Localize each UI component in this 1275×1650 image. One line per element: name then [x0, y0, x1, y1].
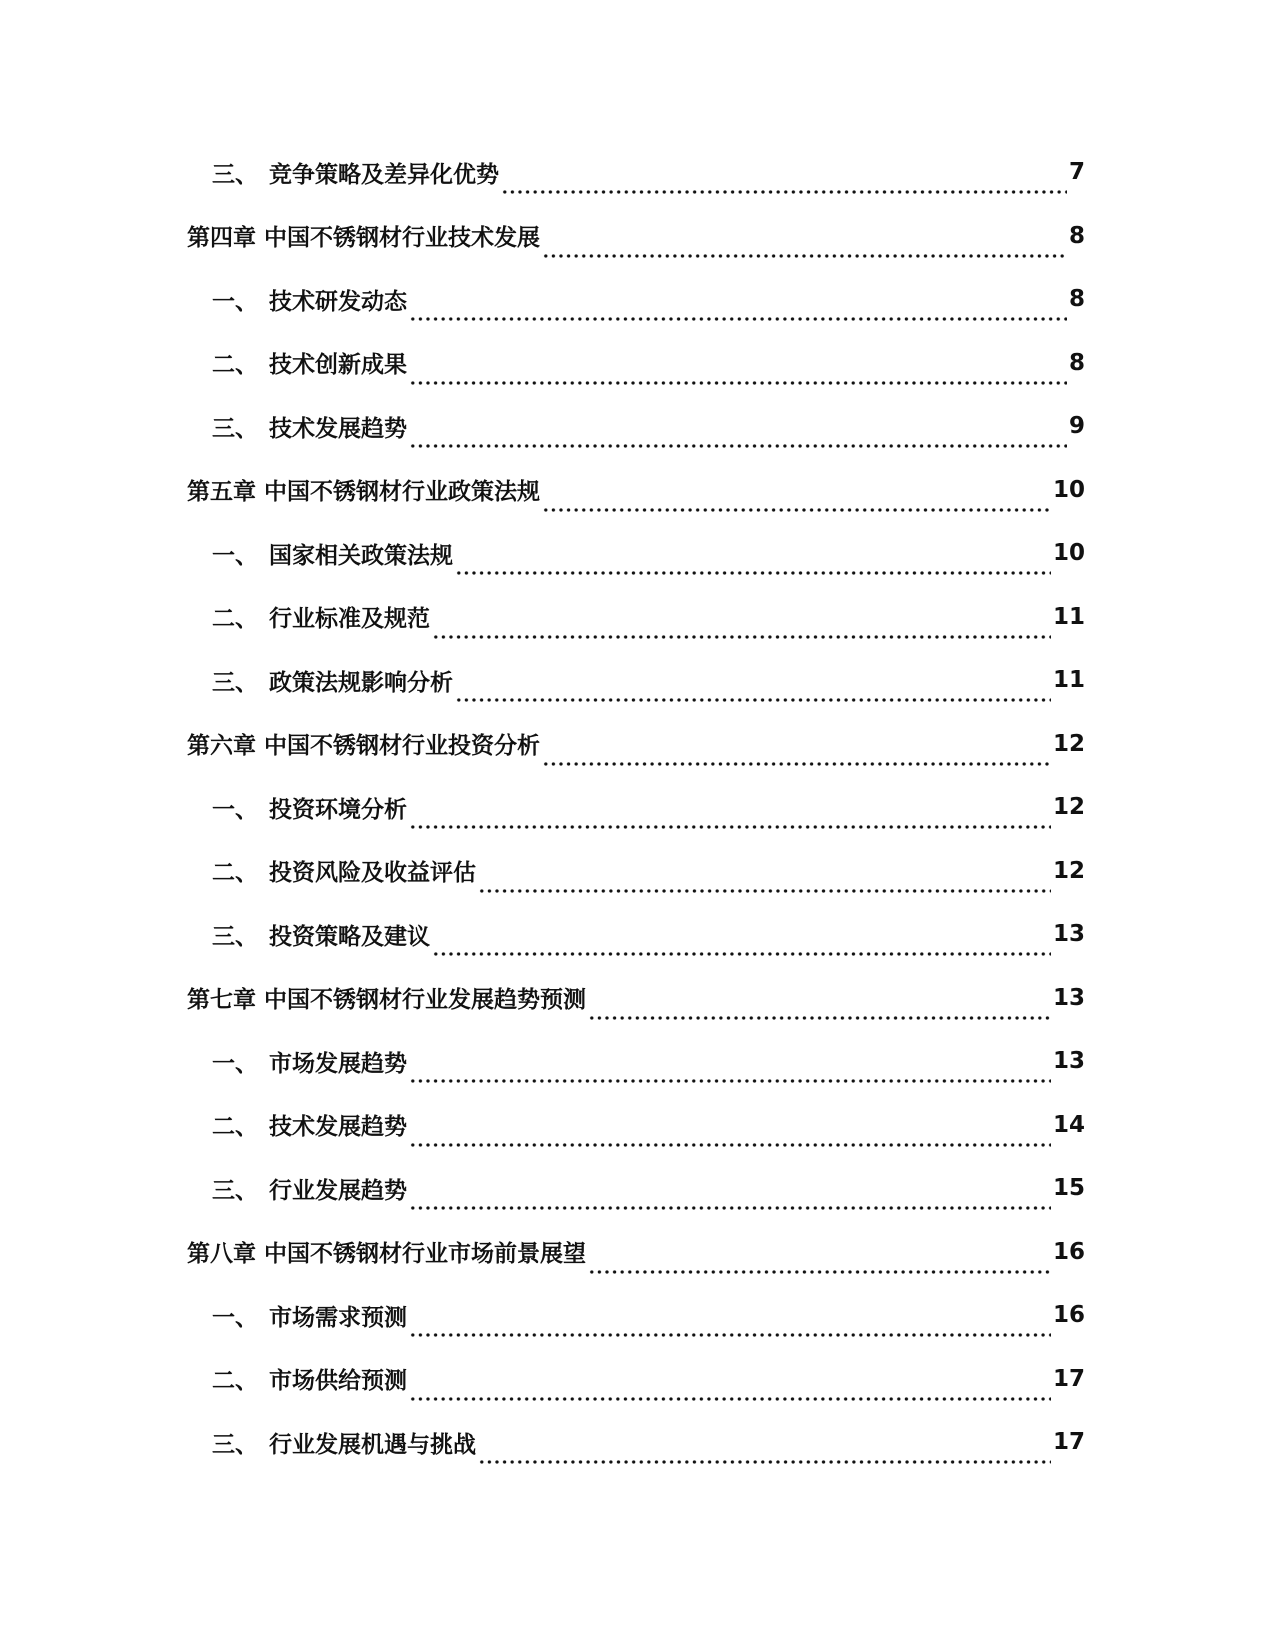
- toc-entry-title: 行业发展机遇与挑战: [269, 1431, 476, 1458]
- dot-leader: [588, 1259, 1051, 1274]
- toc-entry-title: 市场需求预测: [269, 1304, 407, 1331]
- toc-entry-number: 一、: [212, 1050, 258, 1077]
- dot-leader: [501, 179, 1067, 194]
- dot-leader: [432, 624, 1051, 639]
- toc-entry-page: 11: [1052, 603, 1085, 630]
- dot-leader: [409, 1132, 1051, 1147]
- toc-entry-number: 一、: [212, 542, 258, 569]
- toc-entry-title: 技术研发动态: [269, 288, 407, 315]
- toc-entry[interactable]: [212, 912, 1085, 956]
- toc-entry-page: 11: [1052, 667, 1085, 693]
- toc-entry-title: 市场供给预测: [269, 1368, 407, 1394]
- dot-leader: [409, 1195, 1051, 1210]
- toc-entry-number: 三、: [212, 161, 258, 188]
- toc-entry[interactable]: [212, 595, 1085, 639]
- toc-entry[interactable]: [212, 1166, 1085, 1210]
- toc-entry-number: 三、: [212, 923, 258, 950]
- toc-entry-page: 10: [1052, 476, 1085, 503]
- dot-leader: [478, 878, 1051, 893]
- toc-entry-title: 投资策略及建议: [269, 923, 430, 950]
- toc-entry-title: 技术发展趋势: [269, 415, 407, 442]
- toc-entry-page: 17: [1052, 1429, 1085, 1455]
- toc-entry[interactable]: [212, 1357, 1085, 1401]
- toc-entry-number: 二、: [212, 352, 258, 378]
- toc-entry-page: 9: [1068, 413, 1085, 439]
- toc-chapter[interactable]: [187, 214, 1085, 258]
- toc-chapter[interactable]: [187, 468, 1085, 512]
- toc-entry-page: 16: [1052, 1238, 1085, 1265]
- toc-entry-number: 二、: [212, 1368, 258, 1394]
- toc-entry-number: 二、: [212, 1114, 258, 1140]
- toc-entry[interactable]: [212, 1039, 1085, 1083]
- dot-leader: [409, 1068, 1051, 1083]
- toc-entry-number: 二、: [212, 860, 258, 886]
- toc-entry-page: 10: [1052, 540, 1085, 566]
- dot-leader: [542, 497, 1051, 512]
- toc-entry[interactable]: [212, 849, 1085, 893]
- toc-chapter-title: 中国不锈钢材行业发展趋势预测: [264, 987, 586, 1013]
- toc-entry-page: 8: [1068, 286, 1085, 312]
- toc-entry[interactable]: [212, 531, 1085, 575]
- toc-entry-page: 7: [1068, 159, 1085, 185]
- toc-entry[interactable]: [212, 785, 1085, 829]
- toc-entry-title: 行业发展趋势: [269, 1177, 407, 1204]
- toc-entry-number: 三、: [212, 1177, 258, 1204]
- dot-leader: [542, 751, 1051, 766]
- toc-entry[interactable]: [212, 341, 1085, 385]
- toc-entry-page: 15: [1052, 1175, 1085, 1201]
- toc-chapter[interactable]: [187, 722, 1085, 766]
- toc-entry-page: 12: [1052, 857, 1085, 884]
- toc-entry-page: 17: [1052, 1365, 1085, 1392]
- toc-entry-page: 12: [1052, 794, 1085, 820]
- toc-chapter-title: 中国不锈钢材行业市场前景展望: [264, 1241, 586, 1267]
- toc-entry-title: 技术发展趋势: [269, 1114, 407, 1140]
- toc-entry-page: 14: [1052, 1111, 1085, 1138]
- toc-chapter-number: 第八章: [187, 1241, 256, 1267]
- dot-leader: [432, 941, 1051, 956]
- toc-entry-number: 一、: [212, 288, 258, 315]
- toc-chapter[interactable]: [187, 1230, 1085, 1274]
- dot-leader: [409, 1386, 1051, 1401]
- dot-leader: [409, 433, 1067, 448]
- toc-entry[interactable]: [212, 1103, 1085, 1147]
- toc-entry[interactable]: [212, 1293, 1085, 1337]
- toc-entry[interactable]: [212, 1420, 1085, 1464]
- toc-chapter-title: 中国不锈钢材行业技术发展: [264, 225, 540, 251]
- dot-leader: [409, 1322, 1051, 1337]
- toc-entry-page: 12: [1052, 730, 1085, 757]
- toc-entry-number: 三、: [212, 415, 258, 442]
- toc-entry-title: 投资风险及收益评估: [269, 860, 476, 886]
- toc-chapter-title: 中国不锈钢材行业政策法规: [264, 479, 540, 505]
- toc-entry[interactable]: [212, 277, 1085, 321]
- toc-entry-title: 投资环境分析: [269, 796, 407, 823]
- dot-leader: [409, 814, 1051, 829]
- toc-entry-number: 三、: [212, 669, 258, 696]
- toc-entry-title: 行业标准及规范: [269, 606, 430, 632]
- dot-leader: [409, 306, 1067, 321]
- toc-entry-page: 16: [1052, 1302, 1085, 1328]
- toc-entry-number: 三、: [212, 1431, 258, 1458]
- toc-entry-page: 8: [1068, 222, 1085, 249]
- toc-entry-title: 技术创新成果: [269, 352, 407, 378]
- toc-chapter-title: 中国不锈钢材行业投资分析: [264, 733, 540, 759]
- toc-entry-number: 一、: [212, 796, 258, 823]
- dot-leader: [455, 687, 1051, 702]
- dot-leader: [542, 243, 1067, 258]
- toc-entry-title: 竞争策略及差异化优势: [269, 161, 499, 188]
- toc-entry-page: 8: [1068, 349, 1085, 376]
- toc-entry[interactable]: [212, 150, 1085, 194]
- toc-entry-title: 政策法规影响分析: [269, 669, 453, 696]
- toc-chapter-number: 第四章: [187, 225, 256, 251]
- toc-entry[interactable]: [212, 404, 1085, 448]
- toc-entry-title: 市场发展趋势: [269, 1050, 407, 1077]
- toc-entry-page: 13: [1052, 984, 1085, 1011]
- dot-leader: [455, 560, 1051, 575]
- toc-entry-page: 13: [1052, 1048, 1085, 1074]
- toc-chapter-number: 第五章: [187, 479, 256, 505]
- toc-chapter[interactable]: [187, 976, 1085, 1020]
- toc-entry-page: 13: [1052, 921, 1085, 947]
- toc-chapter-number: 第六章: [187, 733, 256, 759]
- toc-entry[interactable]: [212, 658, 1085, 702]
- toc-entry-number: 一、: [212, 1304, 258, 1331]
- toc-chapter-number: 第七章: [187, 987, 256, 1013]
- toc-entry-number: 二、: [212, 606, 258, 632]
- dot-leader: [409, 370, 1067, 385]
- toc-entry-title: 国家相关政策法规: [269, 542, 453, 569]
- dot-leader: [478, 1449, 1051, 1464]
- dot-leader: [588, 1005, 1051, 1020]
